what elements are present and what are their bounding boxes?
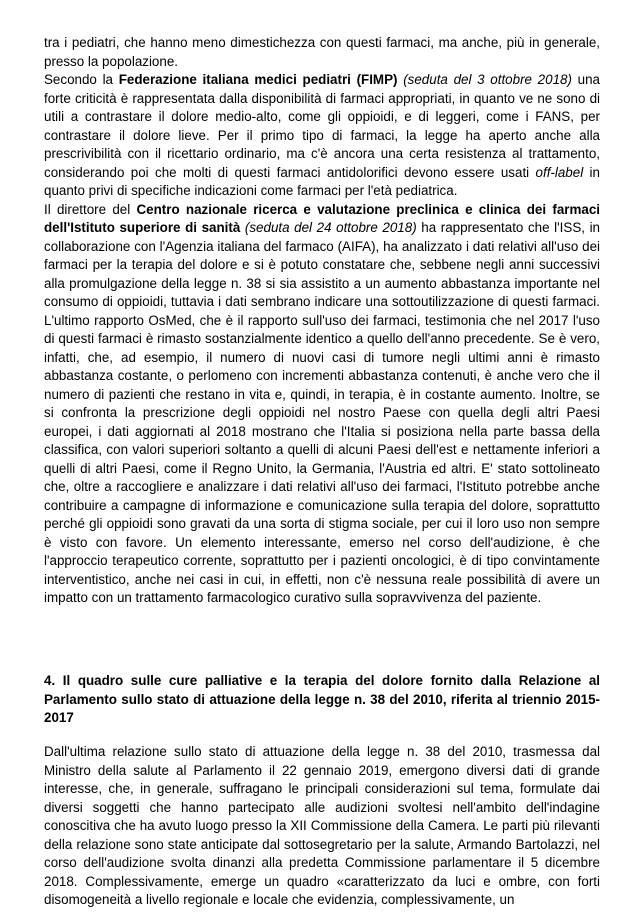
document-body <box>44 34 600 608</box>
section-heading: 4. Il quadro sulle cure palliative e la terapia del dolore fornito dalla Relazione al Parlamento sullo stato di attuazione della legge n. 38 del 2010, riferita al triennio 2015-2017 <box>44 673 600 725</box>
paragraph-iss <box>44 201 600 608</box>
session-date: (seduta del 3 ottobre 2018) <box>403 72 572 87</box>
organization-name: Federazione italiana medici pediatri (FIMP) <box>118 72 398 87</box>
paragraph-relazione: Dall'ultima relazione sullo stato di attuazione della legge n. 38 del 2010, trasmessa dal Ministro della salute al Parlamento il 22 gennaio 2019, emergono diversi dati di grande interesse, che, in generale, suffragano le principali considerazioni sul tema, formulate dai diversi soggetti che hanno partecipato alle audizioni svoltesi nell'ambito dell'indagine conoscitiva che ha avuto luogo presso la XII Commissione della Camera. Le parti più rilevanti della relazione sono state anticipate dal sottosegretario per la salute, Armando Bartolazzi, nel corso dell'audizione svolta dinanzi alla predetta Commissione parlamentare il 5 dicembre 2018. Complessivamente, emerge un quadro «caratterizzato da luci e ombre, con forti disomogeneità a livello regionale e locale che evidenzia, complessivamente, un <box>44 744 600 907</box>
paragraph-lead: Il direttore del <box>44 201 137 217</box>
paragraph-fimp <box>44 71 600 201</box>
off-label-term: off-label <box>535 164 584 180</box>
paragraph-pediatri-continuation <box>44 34 600 71</box>
organization-name: Centro nazionale ricerca e valutazione preclinica e clinica dei farmaci dell'Istituto superiore di sanità <box>44 201 600 235</box>
paragraph-text: una forte criticità è rappresentata dalla disponibilità di farmaci appropriati, in quanto ve ne sono di utili a contrastare il dolore medio-alto, come gli oppioidi, e di leggeri, come i FANS, per contrastare il dolore lieve. Per il primo tipo di farmaci, la legge ha aperto anche alla prescrivibilità con il ricettario ordinario, ma c'è ancora una certa resistenza al trattamento, considerando poi che molti di questi farmaci antidolorifici devono essere usati <box>44 72 600 180</box>
paragraph-text: in quanto privi di specifiche indicazioni come farmaci per l'età pediatrica. <box>44 164 600 198</box>
paragraph-text: tra i pediatri, che hanno meno dimestichezza con questi farmaci, ma anche, più in generale, presso la popolazione. <box>44 35 600 69</box>
session-date: (seduta del 24 ottobre 2018) <box>244 220 417 235</box>
paragraph-lead: Secondo la <box>44 72 119 87</box>
paragraph-text: ha rappresentato che l'ISS, in collaborazione con l'Agenzia italiana del farmaco (AIFA), ha analizzato i dati relativi all'uso dei farmaci per la terapia del dolore e si è potuto constatare che, sebbene negli anni successivi alla promulgazione della legge n. 38 si sia assistito a un aumento abbastanza importante nel consumo di oppioidi, tuttavia i dati sembrano indicare una sottoutilizzazione di questi farmaci. L'ultimo rapporto OsMed, che è il rapporto sull'uso dei farmaci, testimonia che nel 2017 l'uso di questi farmaci è rimasto sostanzialmente identico a quello dell'anno precedente. Se è vero, infatti, che, ad esempio, il numero di nuovi casi di tumore negli ultimi anni è rimasto abbastanza costante, o perlomeno con incrementi abbastanza contenuti, è anche vero che il numero di pazienti che restano in vita e, quindi, in terapia, è in costante aumento. Inoltre, se si confronta la prescrizione degli oppioidi nel nostro Paese con quella degli altri Paesi europei, i dati aggiornati al 2018 mostrano che l'Italia si posiziona nella parte bassa della classifica, con valori superiori soltanto a quelli di alcuni Paesi dell'est e nettamente inferiori a quelli di altri Paesi, come il Regno Unito, la Germania, l'Austria ed altri. E' stato sottolineato che, oltre a raccogliere e analizzare i dati relativi all'uso dei farmaci, l'Istituto potrebbe anche contribuire a campagne di informazione e comunicazione sulla terapia del dolore, soprattutto perché gli oppioidi sono gravati da una sorta di stigma sociale, per cui il loro uso non sempre è visto con favore. Un elemento interessante, emerso nel corso dell'audizione, è che l'approccio terapeutico corrente, soprattutto per i pazienti oncologici, è di tipo convintamente interventistico, anche nei casi in cui, in effetti, non c'è nessuna reale possibilità di avere un impatto con un trattamento farmacologico curativo sulla sopravvivenza del paziente. <box>44 220 601 605</box>
